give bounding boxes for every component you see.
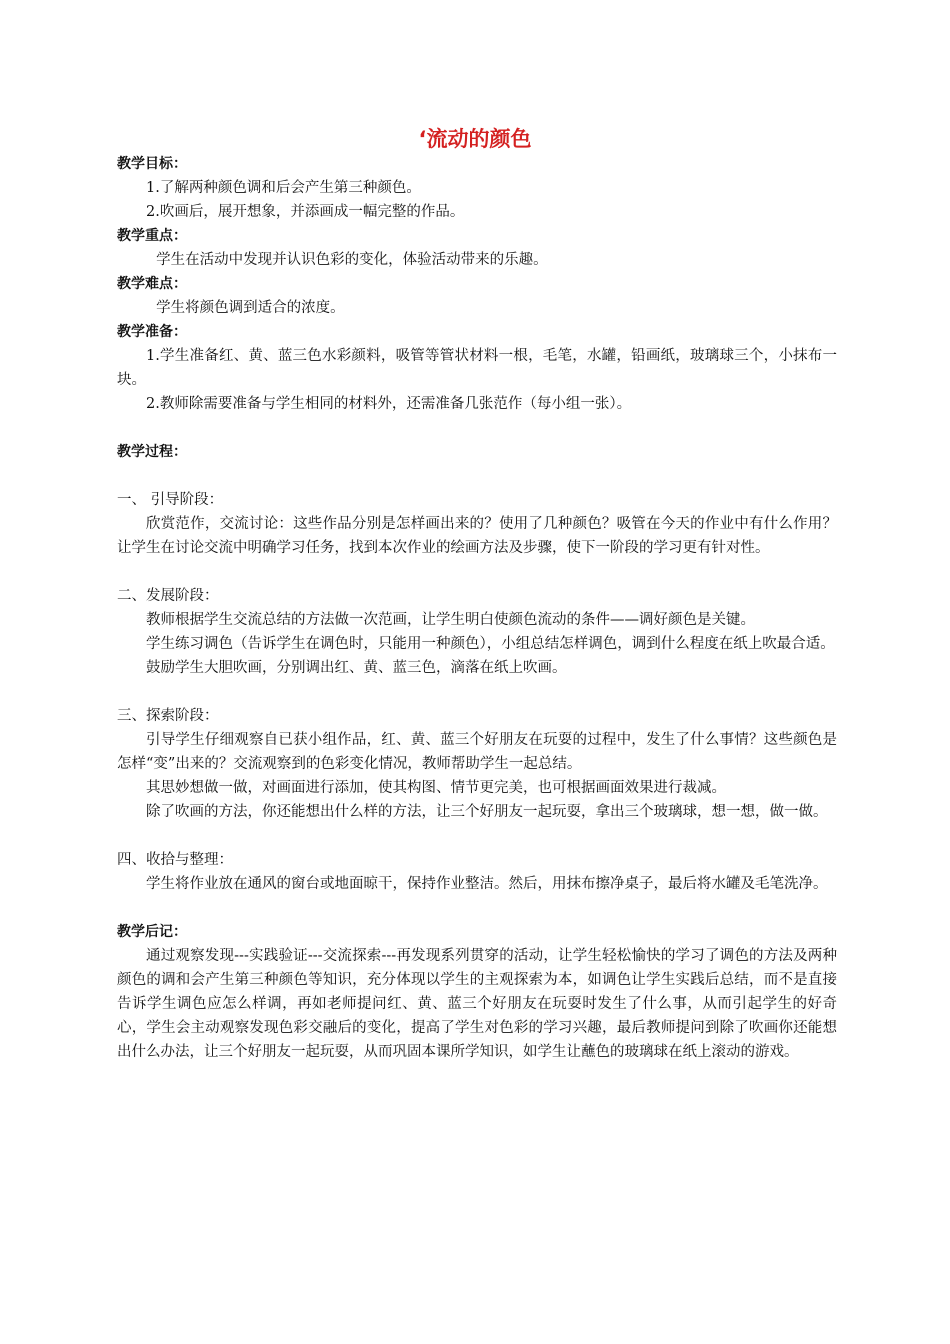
preparation-heading: 教学准备： (117, 324, 187, 340)
stage-paragraph: 欣赏范作，交流讨论：这些作品分别是怎样画出来的？使用了几种颜色？吸管在今天的作业中有什么作用？让学生在讨论交流中明确学习任务，找到本次作业的绘画方法及步骤，使下一阶段的学习更有针对性。 (117, 516, 837, 556)
goals-heading: 教学目标： (117, 156, 187, 172)
stage-title: 四、收拾与整理： (117, 852, 233, 868)
document-title: ‘流动的颜色 (418, 127, 532, 151)
difficulty-heading: 教学难点： (117, 276, 187, 292)
stage-title: 二、发展阶段： (117, 588, 219, 604)
stage-paragraph: 除了吹画的方法，你还能想出什么样的方法，让三个好朋友一起玩耍，拿出三个玻璃球，想一想，做一做。 (146, 804, 828, 820)
stage-paragraph: 教师根据学生交流总结的方法做一次范画，让学生明白使颜色流动的条件——调好颜色是关键。 (146, 612, 755, 628)
stage-paragraph: 学生练习调色（告诉学生在调色时，只能用一种颜色），小组总结怎样调色，调到什么程度在纸上吹最合适。 (146, 636, 835, 652)
goal-item: 1.了解两种颜色调和后会产生第三种颜色。 (146, 180, 421, 196)
goal-item: 2.吹画后，展开想象，并添画成一幅完整的作品。 (146, 204, 465, 220)
notes-text: 通过观察发现---实践验证---交流探索---再发现系列贯穿的活动，让学生轻松愉快的学习了调色的方法及两种颜色的调和会产生第三种颜色等知识，充分体现以学生的主观探索为本，如调色让学生实践后总结，而不是直接告诉学生调色应怎么样调，再如老师提问红、黄、蓝三个好朋友在玩耍时发生了什么事，从而引起学生的好奇心，学生会主动观察发现色彩交融后的变化，提高了学生对色彩的学习兴趣，最后教师提问到除了吹画你还能想出什么办法，让三个好朋友一起玩耍，从而巩固本课所学知识，如学生让蘸色的玻璃球在纸上滚动的游戏。 (117, 948, 837, 1060)
key-points-text: 学生在活动中发现并认识色彩的变化，体验活动带来的乐趣。 (156, 252, 548, 268)
stage-title: 三、探索阶段： (117, 708, 219, 724)
stage-paragraph: 学生将作业放在通风的窗台或地面晾干，保持作业整洁。然后，用抹布擦净桌子，最后将水罐及毛笔洗净。 (146, 876, 828, 892)
document-body (117, 152, 837, 1064)
process-heading: 教学过程： (117, 444, 187, 460)
preparation-item: 2.教师除需要准备与学生相同的材料外，还需准备几张范作（每小组一张）。 (146, 396, 632, 412)
key-points-heading: 教学重点： (117, 228, 187, 244)
stage-paragraph: 鼓励学生大胆吹画，分别调出红、黄、蓝三色，滴落在纸上吹画。 (146, 660, 567, 676)
preparation-item: 1.学生准备红、黄、蓝三色水彩颜料，吸管等管状材料一根，毛笔，水罐，铅画纸，玻璃球三个，小抹布一块。 (117, 348, 837, 388)
stage-title: 一、 引导阶段： (117, 492, 224, 508)
stage-paragraph: 引导学生仔细观察自已获小组作品，红、黄、蓝三个好朋友在玩耍的过程中，发生了什么事情？这些颜色是怎样“变”出来的？交流观察到的色彩变化情况，教师帮助学生一起总结。 (117, 732, 837, 772)
stage-paragraph: 其思妙想做一做，对画面进行添加，使其构图、情节更完美，也可根据画面效果进行裁减。 (146, 780, 726, 796)
notes-heading: 教学后记： (117, 924, 187, 940)
difficulty-text: 学生将颜色调到适合的浓度。 (156, 300, 345, 316)
